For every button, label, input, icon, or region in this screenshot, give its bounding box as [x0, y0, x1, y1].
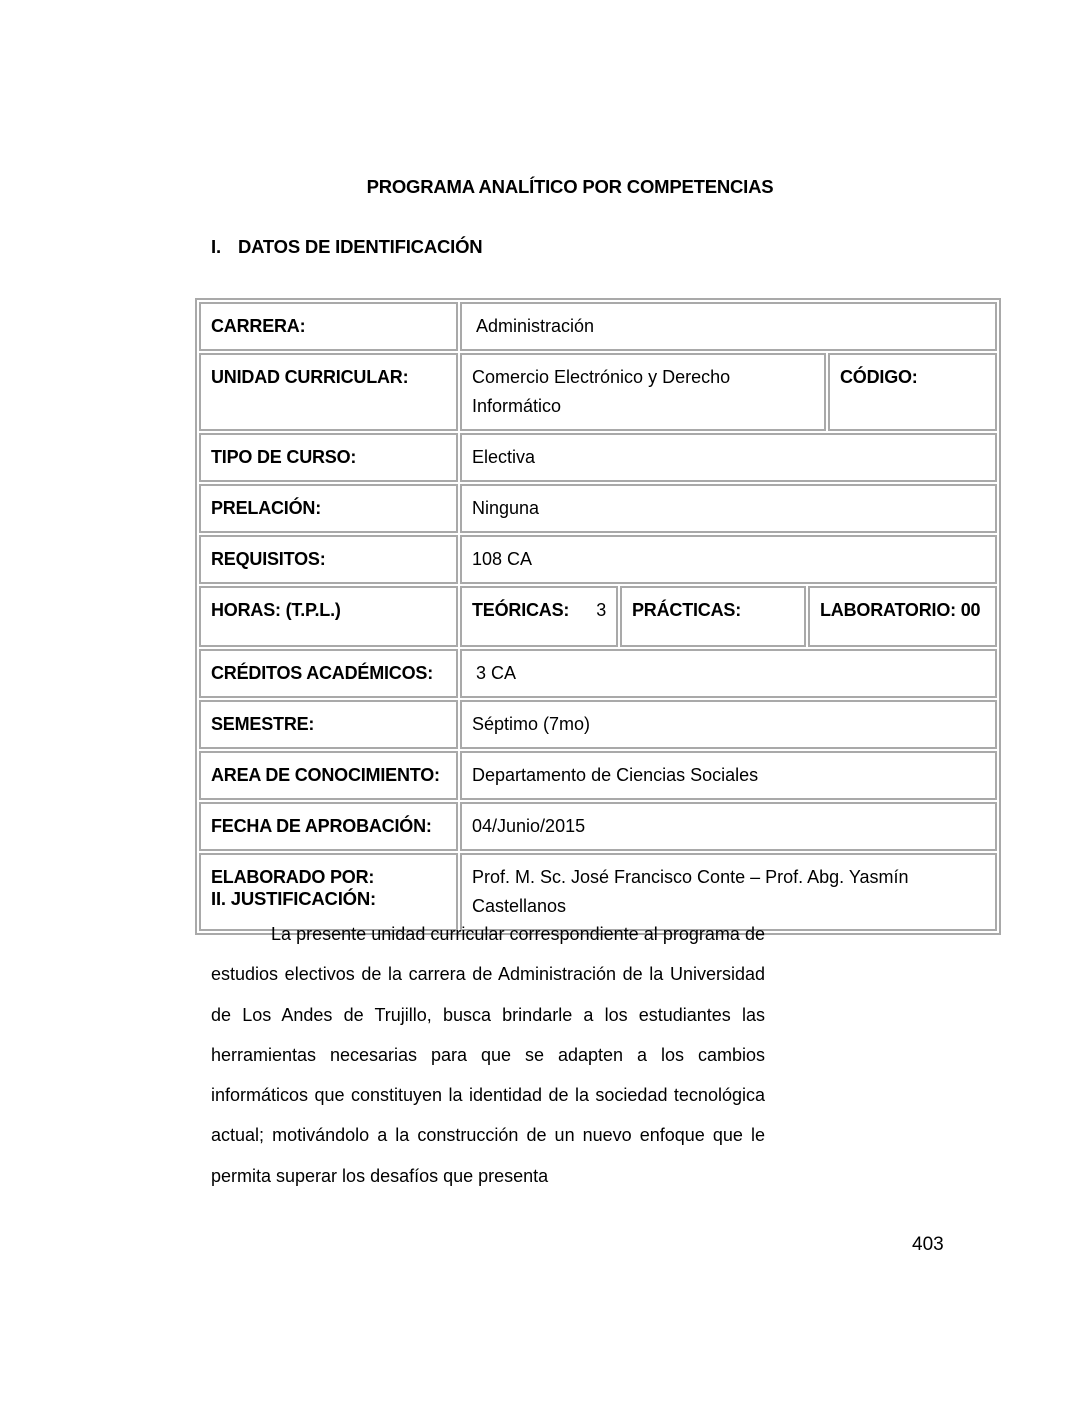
practicas-label: PRÁCTICAS: — [632, 600, 741, 620]
fecha-aprobacion-label: FECHA DE APROBACIÓN: — [199, 802, 458, 851]
teoricas-label: TEÓRICAS: — [472, 600, 570, 620]
row-requisitos — [199, 535, 997, 584]
laboratorio-value: 00 — [960, 600, 981, 620]
creditos-label: CRÉDITOS ACADÉMICOS: — [199, 649, 458, 698]
justification-paragraph: La presente unidad curricular correspondiente al programa de estudios electivos de la carrera de Administración de la Universidad de Los Andes de Trujillo, busca brindarle a los estudiantes las herramientas necesarias para que se adapten a los cambios informáticos que constituyen la identidad de la sociedad tecnológica actual; motivándolo a la construcción de un nuevo enfoque que le permita superar los desafíos que presenta — [211, 924, 765, 1186]
row-area-conocimiento — [199, 751, 997, 800]
section-2-heading: II. JUSTIFICACIÓN: — [211, 888, 376, 909]
fecha-aprobacion-value: 04/Junio/2015 — [460, 802, 997, 851]
teoricas-value: 3 — [596, 600, 606, 620]
semestre-label: SEMESTRE: — [199, 700, 458, 749]
row-tipo-curso — [199, 433, 997, 482]
carrera-label: CARRERA: — [199, 302, 458, 351]
section-1-number: I. — [211, 236, 221, 257]
prelacion-value: Ninguna — [460, 484, 997, 533]
row-semestre — [199, 700, 997, 749]
requisitos-label: REQUISITOS: — [199, 535, 458, 584]
elaborado-por-value: Prof. M. Sc. José Francisco Conte – Prof. Abg. Yasmín Castellanos — [460, 853, 997, 931]
carrera-value: Administración — [460, 302, 997, 351]
teoricas-cell — [460, 586, 618, 647]
creditos-value: 3 CA — [460, 649, 997, 698]
codigo-label: CÓDIGO: — [828, 353, 997, 431]
row-horas — [199, 586, 997, 647]
identification-table — [195, 298, 1001, 935]
elaborado-por-label: ELABORADO POR: — [199, 853, 458, 931]
section-1-heading — [211, 236, 482, 258]
row-creditos — [199, 649, 997, 698]
row-unidad-curricular — [199, 353, 997, 431]
unidad-curricular-value: Comercio Electrónico y Derecho Informático — [460, 353, 826, 431]
unidad-curricular-label: UNIDAD CURRICULAR: — [199, 353, 458, 431]
row-fecha-aprobacion — [199, 802, 997, 851]
laboratorio-cell — [808, 586, 997, 647]
practicas-cell — [620, 586, 806, 647]
page-number: 403 — [912, 1234, 944, 1255]
area-conocimiento-label: AREA DE CONOCIMIENTO: — [199, 751, 458, 800]
section-1-title: DATOS DE IDENTIFICACIÓN — [237, 236, 483, 257]
semestre-value: Séptimo (7mo) — [460, 700, 997, 749]
prelacion-label: PRELACIÓN: — [199, 484, 458, 533]
laboratorio-label: LABORATORIO: — [820, 600, 956, 620]
row-carrera — [199, 302, 997, 351]
row-prelacion — [199, 484, 997, 533]
document-title: PROGRAMA ANALÍTICO POR COMPETENCIAS — [366, 176, 774, 197]
tipo-curso-label: TIPO DE CURSO: — [199, 433, 458, 482]
tipo-curso-value: Electiva — [460, 433, 997, 482]
area-conocimiento-value: Departamento de Ciencias Sociales — [460, 751, 997, 800]
horas-label: HORAS: (T.P.L.) — [199, 586, 458, 647]
requisitos-value: 108 CA — [460, 535, 997, 584]
